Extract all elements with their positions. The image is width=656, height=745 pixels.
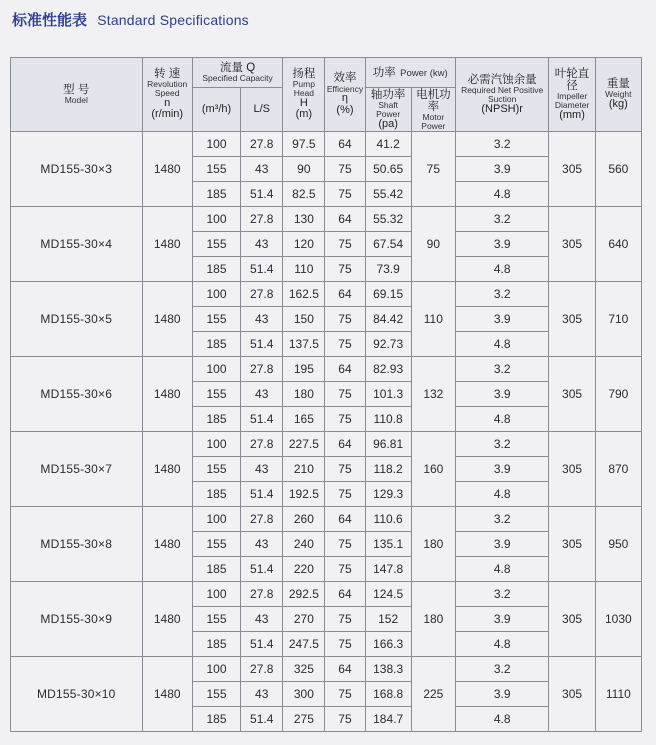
flow-m3h-cell: 185 (192, 632, 240, 657)
npsh-cell: 4.8 (455, 257, 549, 282)
weight-cell: 640 (595, 207, 641, 282)
shaft-power-cell: 135.1 (365, 532, 411, 557)
efficiency-cell: 64 (325, 207, 365, 232)
head-cell: 180 (283, 382, 325, 407)
npsh-cell: 3.9 (455, 457, 549, 482)
flow-ls-cell: 51.4 (241, 632, 283, 657)
header-motor-power: 电机功率 Motor Power (411, 88, 455, 132)
header-model: 型 号 Model (11, 58, 143, 132)
efficiency-cell: 75 (325, 707, 365, 732)
motor-power-cell: 225 (411, 657, 455, 732)
motor-power-cell: 180 (411, 507, 455, 582)
motor-power-cell: 180 (411, 582, 455, 657)
flow-m3h-cell: 155 (192, 682, 240, 707)
shaft-power-cell: 82.93 (365, 357, 411, 382)
shaft-power-cell: 118.2 (365, 457, 411, 482)
head-cell: 240 (283, 532, 325, 557)
speed-cell: 1480 (142, 282, 192, 357)
flow-ls-cell: 51.4 (241, 257, 283, 282)
npsh-cell: 3.9 (455, 532, 549, 557)
flow-m3h-cell: 100 (192, 507, 240, 532)
header-flow-m3h: (m³/h) (192, 88, 240, 132)
table-row (11, 657, 642, 682)
model-cell: MD155-30×3 (11, 132, 143, 207)
header-head: 扬程 Pump Head H (m) (283, 58, 325, 132)
head-cell: 275 (283, 707, 325, 732)
flow-ls-cell: 51.4 (241, 407, 283, 432)
flow-m3h-cell: 155 (192, 307, 240, 332)
npsh-cell: 4.8 (455, 707, 549, 732)
shaft-power-cell: 50.65 (365, 157, 411, 182)
efficiency-cell: 75 (325, 307, 365, 332)
shaft-power-cell: 184.7 (365, 707, 411, 732)
flow-ls-cell: 43 (241, 682, 283, 707)
npsh-cell: 3.2 (455, 357, 549, 382)
page-title (12, 10, 249, 31)
flow-ls-cell: 43 (241, 382, 283, 407)
flow-m3h-cell: 185 (192, 707, 240, 732)
table-row (11, 432, 642, 457)
impeller-cell: 305 (549, 132, 595, 207)
head-cell: 220 (283, 557, 325, 582)
npsh-cell: 3.9 (455, 157, 549, 182)
shaft-power-cell: 41.2 (365, 132, 411, 157)
motor-power-cell: 110 (411, 282, 455, 357)
shaft-power-cell: 110.6 (365, 507, 411, 532)
header-flow: 流量 Q Specified Capacity (192, 58, 282, 88)
page-title-en: Standard Specifications (97, 12, 249, 28)
speed-cell: 1480 (142, 432, 192, 507)
table-row (11, 132, 642, 157)
head-cell: 260 (283, 507, 325, 532)
weight-cell: 1110 (595, 657, 641, 732)
header-npsh: 必需汽蚀余量 Required Net Positive Suction (NPSH)r (455, 58, 549, 132)
npsh-cell: 3.2 (455, 432, 549, 457)
table-row (11, 507, 642, 532)
header-speed: 转 速 Revolution Speed n (r/min) (142, 58, 192, 132)
flow-ls-cell: 43 (241, 157, 283, 182)
efficiency-cell: 75 (325, 682, 365, 707)
flow-m3h-cell: 155 (192, 382, 240, 407)
head-cell: 90 (283, 157, 325, 182)
model-cell: MD155-30×9 (11, 582, 143, 657)
flow-m3h-cell: 100 (192, 432, 240, 457)
table-body (11, 132, 642, 732)
flow-ls-cell: 51.4 (241, 332, 283, 357)
shaft-power-cell: 96.81 (365, 432, 411, 457)
efficiency-cell: 64 (325, 132, 365, 157)
shaft-power-cell: 55.42 (365, 182, 411, 207)
flow-ls-cell: 43 (241, 532, 283, 557)
header-efficiency: 效率 Efficiency η (%) (325, 58, 365, 132)
flow-ls-cell: 43 (241, 232, 283, 257)
head-cell: 110 (283, 257, 325, 282)
impeller-cell: 305 (549, 432, 595, 507)
flow-ls-cell: 27.8 (241, 507, 283, 532)
head-cell: 130 (283, 207, 325, 232)
flow-m3h-cell: 100 (192, 582, 240, 607)
head-cell: 120 (283, 232, 325, 257)
efficiency-cell: 64 (325, 657, 365, 682)
efficiency-cell: 75 (325, 157, 365, 182)
head-cell: 192.5 (283, 482, 325, 507)
shaft-power-cell: 152 (365, 607, 411, 632)
efficiency-cell: 75 (325, 257, 365, 282)
flow-m3h-cell: 100 (192, 207, 240, 232)
head-cell: 210 (283, 457, 325, 482)
npsh-cell: 4.8 (455, 482, 549, 507)
npsh-cell: 4.8 (455, 557, 549, 582)
weight-cell: 560 (595, 132, 641, 207)
shaft-power-cell: 92.73 (365, 332, 411, 357)
table-header (11, 58, 642, 132)
impeller-cell: 305 (549, 357, 595, 432)
shaft-power-cell: 67.54 (365, 232, 411, 257)
shaft-power-cell: 129.3 (365, 482, 411, 507)
efficiency-cell: 64 (325, 357, 365, 382)
flow-ls-cell: 27.8 (241, 432, 283, 457)
flow-ls-cell: 51.4 (241, 707, 283, 732)
flow-m3h-cell: 185 (192, 482, 240, 507)
head-cell: 137.5 (283, 332, 325, 357)
efficiency-cell: 64 (325, 582, 365, 607)
table-row (11, 357, 642, 382)
flow-m3h-cell: 185 (192, 257, 240, 282)
flow-ls-cell: 51.4 (241, 182, 283, 207)
flow-ls-cell: 27.8 (241, 357, 283, 382)
efficiency-cell: 75 (325, 532, 365, 557)
npsh-cell: 4.8 (455, 182, 549, 207)
efficiency-cell: 64 (325, 432, 365, 457)
flow-m3h-cell: 155 (192, 607, 240, 632)
model-cell: MD155-30×6 (11, 357, 143, 432)
flow-m3h-cell: 100 (192, 657, 240, 682)
header-impeller: 叶轮直径 Impeller Diameter (mm) (549, 58, 595, 132)
head-cell: 195 (283, 357, 325, 382)
header-shaft-power: 轴功率 Shaft Power (pa) (365, 88, 411, 132)
flow-m3h-cell: 100 (192, 282, 240, 307)
motor-power-cell: 90 (411, 207, 455, 282)
efficiency-cell: 75 (325, 632, 365, 657)
head-cell: 300 (283, 682, 325, 707)
efficiency-cell: 75 (325, 232, 365, 257)
flow-ls-cell: 51.4 (241, 557, 283, 582)
impeller-cell: 305 (549, 582, 595, 657)
efficiency-cell: 75 (325, 332, 365, 357)
shaft-power-cell: 69.15 (365, 282, 411, 307)
speed-cell: 1480 (142, 207, 192, 282)
npsh-cell: 3.9 (455, 682, 549, 707)
motor-power-cell: 160 (411, 432, 455, 507)
page-title-zh: 标准性能表 (12, 11, 88, 29)
flow-m3h-cell: 185 (192, 332, 240, 357)
head-cell: 270 (283, 607, 325, 632)
header-flow-ls: L/S (241, 88, 283, 132)
head-cell: 97.5 (283, 132, 325, 157)
header-weight: 重量 Weight (kg) (595, 58, 641, 132)
flow-ls-cell: 27.8 (241, 207, 283, 232)
shaft-power-cell: 84.42 (365, 307, 411, 332)
head-cell: 82.5 (283, 182, 325, 207)
speed-cell: 1480 (142, 507, 192, 582)
head-cell: 247.5 (283, 632, 325, 657)
shaft-power-cell: 147.8 (365, 557, 411, 582)
shaft-power-cell: 101.3 (365, 382, 411, 407)
npsh-cell: 3.2 (455, 132, 549, 157)
flow-ls-cell: 43 (241, 457, 283, 482)
shaft-power-cell: 138.3 (365, 657, 411, 682)
efficiency-cell: 64 (325, 507, 365, 532)
flow-m3h-cell: 185 (192, 182, 240, 207)
npsh-cell: 3.2 (455, 282, 549, 307)
flow-m3h-cell: 100 (192, 357, 240, 382)
motor-power-cell: 75 (411, 132, 455, 207)
impeller-cell: 305 (549, 282, 595, 357)
table-row (11, 582, 642, 607)
shaft-power-cell: 110.8 (365, 407, 411, 432)
flow-ls-cell: 27.8 (241, 132, 283, 157)
flow-m3h-cell: 155 (192, 457, 240, 482)
efficiency-cell: 64 (325, 282, 365, 307)
impeller-cell: 305 (549, 507, 595, 582)
weight-cell: 710 (595, 282, 641, 357)
efficiency-cell: 75 (325, 482, 365, 507)
shaft-power-cell: 168.8 (365, 682, 411, 707)
shaft-power-cell: 124.5 (365, 582, 411, 607)
flow-ls-cell: 43 (241, 307, 283, 332)
efficiency-cell: 75 (325, 607, 365, 632)
model-cell: MD155-30×4 (11, 207, 143, 282)
efficiency-cell: 75 (325, 557, 365, 582)
shaft-power-cell: 166.3 (365, 632, 411, 657)
efficiency-cell: 75 (325, 382, 365, 407)
npsh-cell: 3.2 (455, 657, 549, 682)
weight-cell: 1030 (595, 582, 641, 657)
head-cell: 165 (283, 407, 325, 432)
efficiency-cell: 75 (325, 457, 365, 482)
head-cell: 162.5 (283, 282, 325, 307)
table-row (11, 282, 642, 307)
speed-cell: 1480 (142, 357, 192, 432)
flow-ls-cell: 51.4 (241, 482, 283, 507)
flow-m3h-cell: 155 (192, 157, 240, 182)
npsh-cell: 4.8 (455, 332, 549, 357)
speed-cell: 1480 (142, 132, 192, 207)
efficiency-cell: 75 (325, 407, 365, 432)
shaft-power-cell: 73.9 (365, 257, 411, 282)
flow-ls-cell: 27.8 (241, 582, 283, 607)
npsh-cell: 3.9 (455, 382, 549, 407)
npsh-cell: 3.9 (455, 232, 549, 257)
flow-ls-cell: 27.8 (241, 657, 283, 682)
weight-cell: 950 (595, 507, 641, 582)
header-power: 功率 Power (kw) (365, 58, 455, 88)
shaft-power-cell: 55.32 (365, 207, 411, 232)
npsh-cell: 3.2 (455, 582, 549, 607)
motor-power-cell: 132 (411, 357, 455, 432)
npsh-cell: 3.9 (455, 607, 549, 632)
npsh-cell: 3.2 (455, 207, 549, 232)
speed-cell: 1480 (142, 657, 192, 732)
table-row (11, 207, 642, 232)
model-cell: MD155-30×8 (11, 507, 143, 582)
flow-m3h-cell: 155 (192, 532, 240, 557)
weight-cell: 870 (595, 432, 641, 507)
flow-ls-cell: 27.8 (241, 282, 283, 307)
head-cell: 292.5 (283, 582, 325, 607)
weight-cell: 790 (595, 357, 641, 432)
flow-m3h-cell: 100 (192, 132, 240, 157)
impeller-cell: 305 (549, 207, 595, 282)
impeller-cell: 305 (549, 657, 595, 732)
speed-cell: 1480 (142, 582, 192, 657)
efficiency-cell: 75 (325, 182, 365, 207)
model-cell: MD155-30×5 (11, 282, 143, 357)
flow-ls-cell: 43 (241, 607, 283, 632)
spec-table (10, 57, 642, 732)
flow-m3h-cell: 185 (192, 557, 240, 582)
model-cell: MD155-30×10 (11, 657, 143, 732)
head-cell: 325 (283, 657, 325, 682)
npsh-cell: 3.2 (455, 507, 549, 532)
npsh-cell: 3.9 (455, 307, 549, 332)
model-cell: MD155-30×7 (11, 432, 143, 507)
head-cell: 150 (283, 307, 325, 332)
head-cell: 227.5 (283, 432, 325, 457)
flow-m3h-cell: 185 (192, 407, 240, 432)
npsh-cell: 4.8 (455, 407, 549, 432)
flow-m3h-cell: 155 (192, 232, 240, 257)
npsh-cell: 4.8 (455, 632, 549, 657)
